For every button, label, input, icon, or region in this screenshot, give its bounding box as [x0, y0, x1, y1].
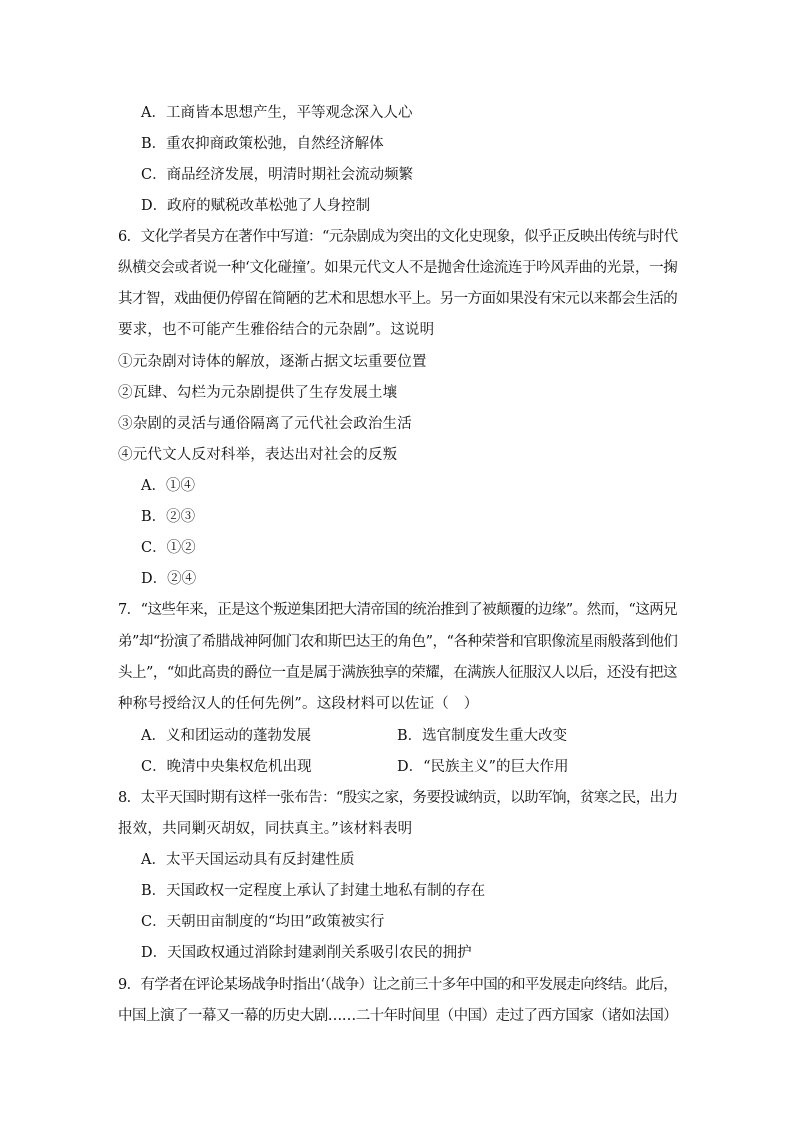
- q5-option-d: D．政府的赋税改革松弛了人身控制: [141, 198, 371, 214]
- q6-stem-line-2: 纵横交会或者说一种‘文化碰撞’。如果元代文人不是抛舍仕途流连于吟风弄曲的光景，一掬: [118, 260, 678, 276]
- q5-option-b: B．重农抑商政策松弛，自然经济解体: [141, 136, 384, 152]
- q9-stem-line-1: 9．有学者在评论某场战争时指出‘（战争）让之前三十多年中国的和平发展走向终结。此后，: [118, 977, 678, 993]
- q7-stem-line-2: 弟”却“扮演了希腊战神阿伽门农和斯巴达王的角色”，“各种荣誉和官职像流星雨般落到他们: [118, 634, 678, 650]
- q9-stem-line-2: 中国上演了一幕又一幕的历史大剧……二十年时间里（中国）走过了西方国家（诸如法国）: [118, 1008, 678, 1024]
- q8-option-d: D．天国政权通过消除封建剥削关系吸引农民的拥护: [141, 945, 472, 961]
- q8-stem-line-1: 8．太平天国时期有这样一张布告：“殷实之家，务要投诚纳贡，以助军饷，贫寒之民，出力: [118, 790, 678, 806]
- q8-option-a: A．太平天国运动具有反封建性质: [141, 852, 355, 868]
- q8-option-c: C．天朝田亩制度的“均田”政策被实行: [141, 914, 385, 930]
- q6-option-d: D．②④: [141, 571, 197, 587]
- q8-stem-line-2: 报效，共同剿灭胡奴，同扶真主。”该材料表明: [118, 821, 413, 837]
- q6-statement-4: ④元代文人反对科举，表达出对社会的反叛: [118, 447, 398, 463]
- q6-stem-line-1: 6．文化学者吴方在著作中写道：“元杂剧成为突出的文化史现象，似乎正反映出传统与时代: [118, 229, 678, 245]
- q6-stem-line-3: 其才智，戏曲便仍停留在简陋的艺术和思想水平上。另一方面如果没有宋元以来都会生活的: [118, 291, 678, 307]
- q6-statement-2: ②瓦肆、勾栏为元杂剧提供了生存发展土壤: [118, 385, 398, 401]
- q7-option-d: D．“民族主义”的巨大作用: [397, 759, 569, 775]
- q7-stem-line-4: 种称号授给汉人的任何先例”。这段材料可以佐证（ ）: [118, 696, 479, 712]
- q7-option-b: B．选官制度发生重大改变: [397, 728, 568, 744]
- q6-statement-1: ①元杂剧对诗体的解放，逐渐占据文坛重要位置: [118, 354, 427, 370]
- q8-option-b: B．天国政权一定程度上承认了封建土地私有制的存在: [141, 883, 486, 899]
- q6-option-a: A．①④: [141, 478, 195, 494]
- q5-option-c: C．商品经济发展，明清时期社会流动频繁: [141, 167, 414, 183]
- q6-stem-line-4: 要求，也不可能产生雅俗结合的元杂剧”。这说明: [118, 322, 435, 338]
- q6-statement-3: ③杂剧的灵活与通俗隔离了元代社会政治生活: [118, 416, 412, 432]
- q6-option-c: C．①②: [141, 540, 196, 556]
- q5-option-a: A．工商皆本思想产生，平等观念深入人心: [141, 105, 413, 121]
- q7-stem-line-1: 7．“这些年来，正是这个叛逆集团把大清帝国的统治推到了被颠覆的边缘”。然而，“这两兄: [118, 602, 678, 618]
- q7-option-a: A．义和团运动的蓬勃发展: [141, 728, 311, 744]
- q6-option-b: B．②③: [141, 509, 196, 525]
- q7-option-c: C．晚清中央集权危机出现: [141, 759, 312, 775]
- q7-stem-line-3: 头上”，“如此高贵的爵位一直是属于满族独享的荣耀，在满族人征服汉人以后，还没有把这: [118, 665, 677, 681]
